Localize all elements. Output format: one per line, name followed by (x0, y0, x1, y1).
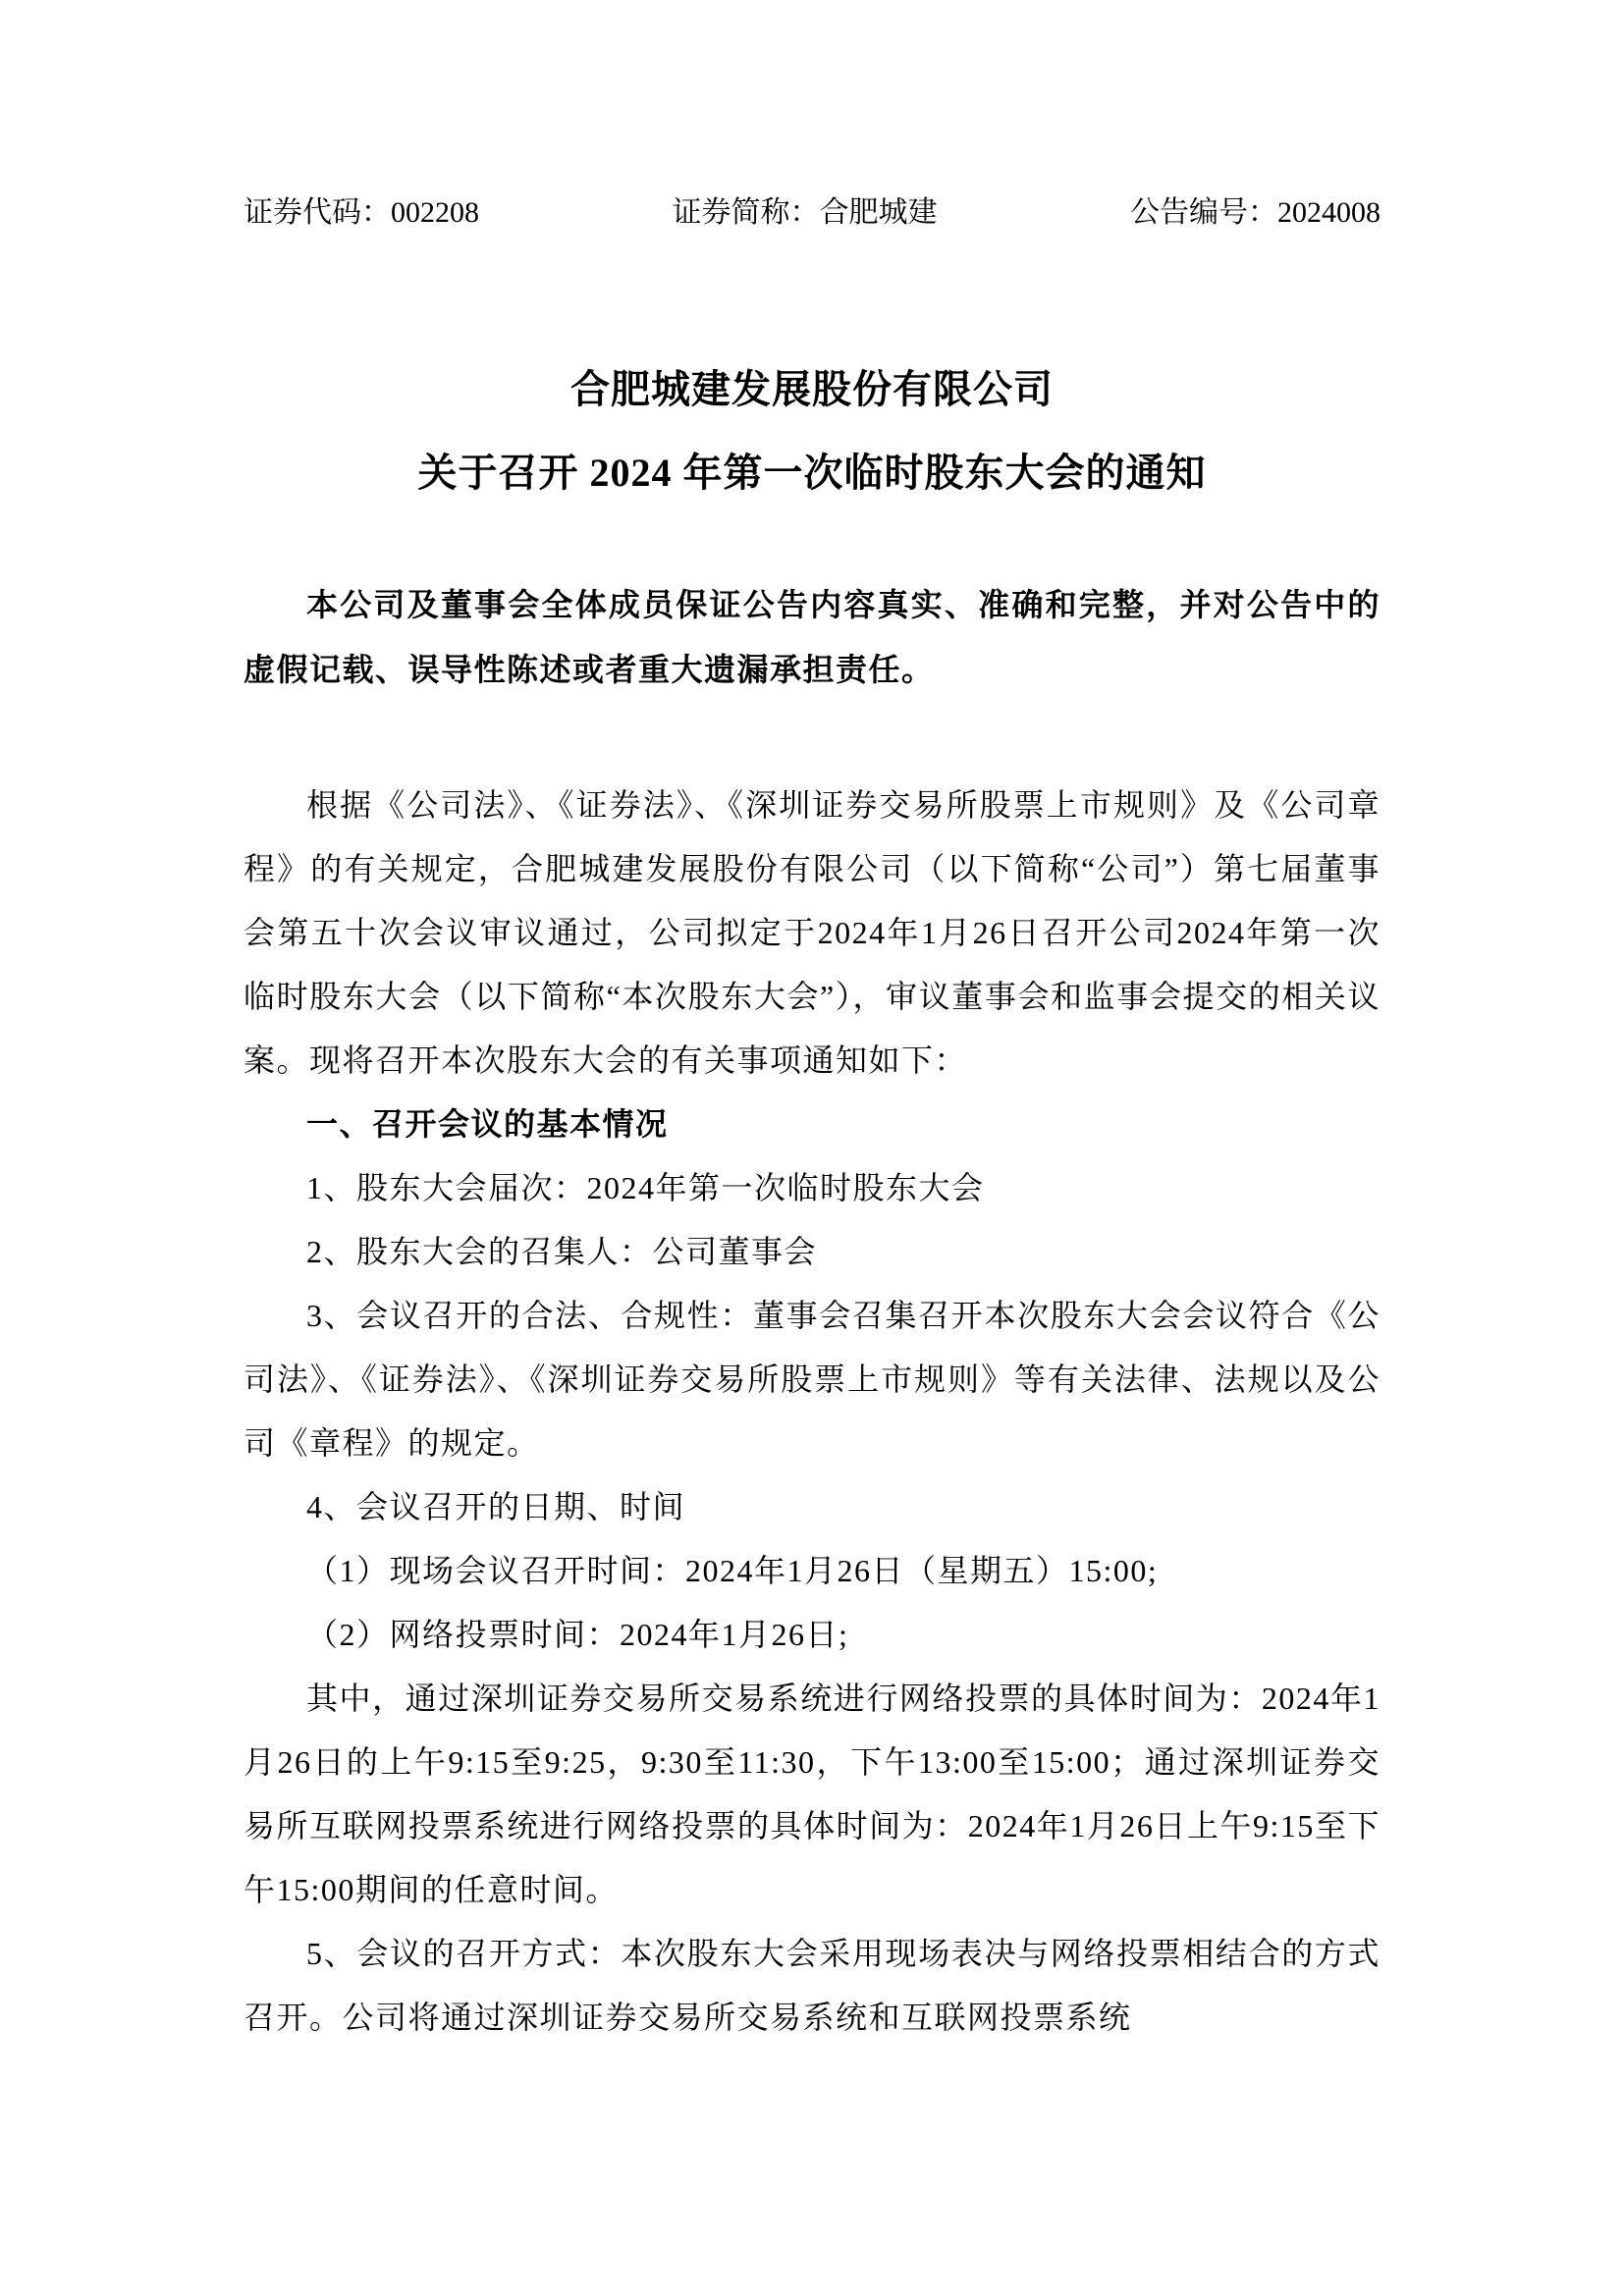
stock-code: 证券代码：002208 (244, 196, 479, 229)
section-heading-basic-info: 一、召开会议的基本情况 (306, 1106, 669, 1142)
announcement-number: 公告编号：2024008 (1130, 196, 1380, 229)
item-meeting-method: 5、会议的召开方式：本次股东大会采用现场表决与网络投票相结合的方式召开。公司将通过深圳证券交易所交易系统和互联网投票系统 (244, 1936, 1380, 2035)
document-header (244, 193, 1380, 233)
item-convener: 2、股东大会的召集人：公司董事会 (306, 1234, 818, 1269)
item-online-voting-date: （2）网络投票时间：2024年1月26日; (306, 1617, 849, 1652)
meeting-notice-subtitle: 关于召开 2024 年第一次临时股东大会的通知 (417, 451, 1207, 495)
paragraph-voting-time-detail: 其中，通过深圳证券交易所交易系统进行网络投票的具体时间为：2024年1月26日的上午9:15至9:25，9:30至11:30，下午13:00至15:00；通过深圳证券交易所互联网投票系统进行网络投票的具体时间为：2024年1月26日上午9:15至下午15:00期间的任意时间。 (244, 1681, 1380, 1907)
item-legality: 3、会议召开的合法、合规性：董事会召集召开本次股东大会会议符合《公司法》、《证券法》、《深圳证券交易所股票上市规则》等有关法律、法规以及公司《章程》的规定。 (244, 1298, 1380, 1461)
stock-abbr: 证券简称：合肥城建 (672, 196, 938, 229)
item-meeting-session: 1、股东大会届次：2024年第一次临时股东大会 (306, 1170, 985, 1205)
item-onsite-meeting-time: （1）现场会议召开时间：2024年1月26日（星期五）15:00; (306, 1553, 1159, 1588)
disclaimer-statement: 本公司及董事会全体成员保证公告内容真实、准确和完整，并对公告中的虚假记载、误导性陈述或者重大遗漏承担责任。 (244, 587, 1380, 687)
document-body (244, 774, 1380, 2050)
company-name-title: 合肥城建发展股份有限公司 (570, 367, 1054, 411)
item-date-time: 4、会议召开的日期、时间 (306, 1489, 686, 1524)
paragraph-legal-basis: 根据《公司法》、《证券法》、《深圳证券交易所股票上市规则》及《公司章程》的有关规定，合肥城建发展股份有限公司（以下简称“公司”）第七届董事会第五十次会议审议通过，公司拟定于2024年1月26日召开公司2024年第一次临时股东大会（以下简称“本次股东大会”），审议董事会和监事会提交的相关议案。现将召开本次股东大会的有关事项通知如下： (244, 787, 1380, 1078)
